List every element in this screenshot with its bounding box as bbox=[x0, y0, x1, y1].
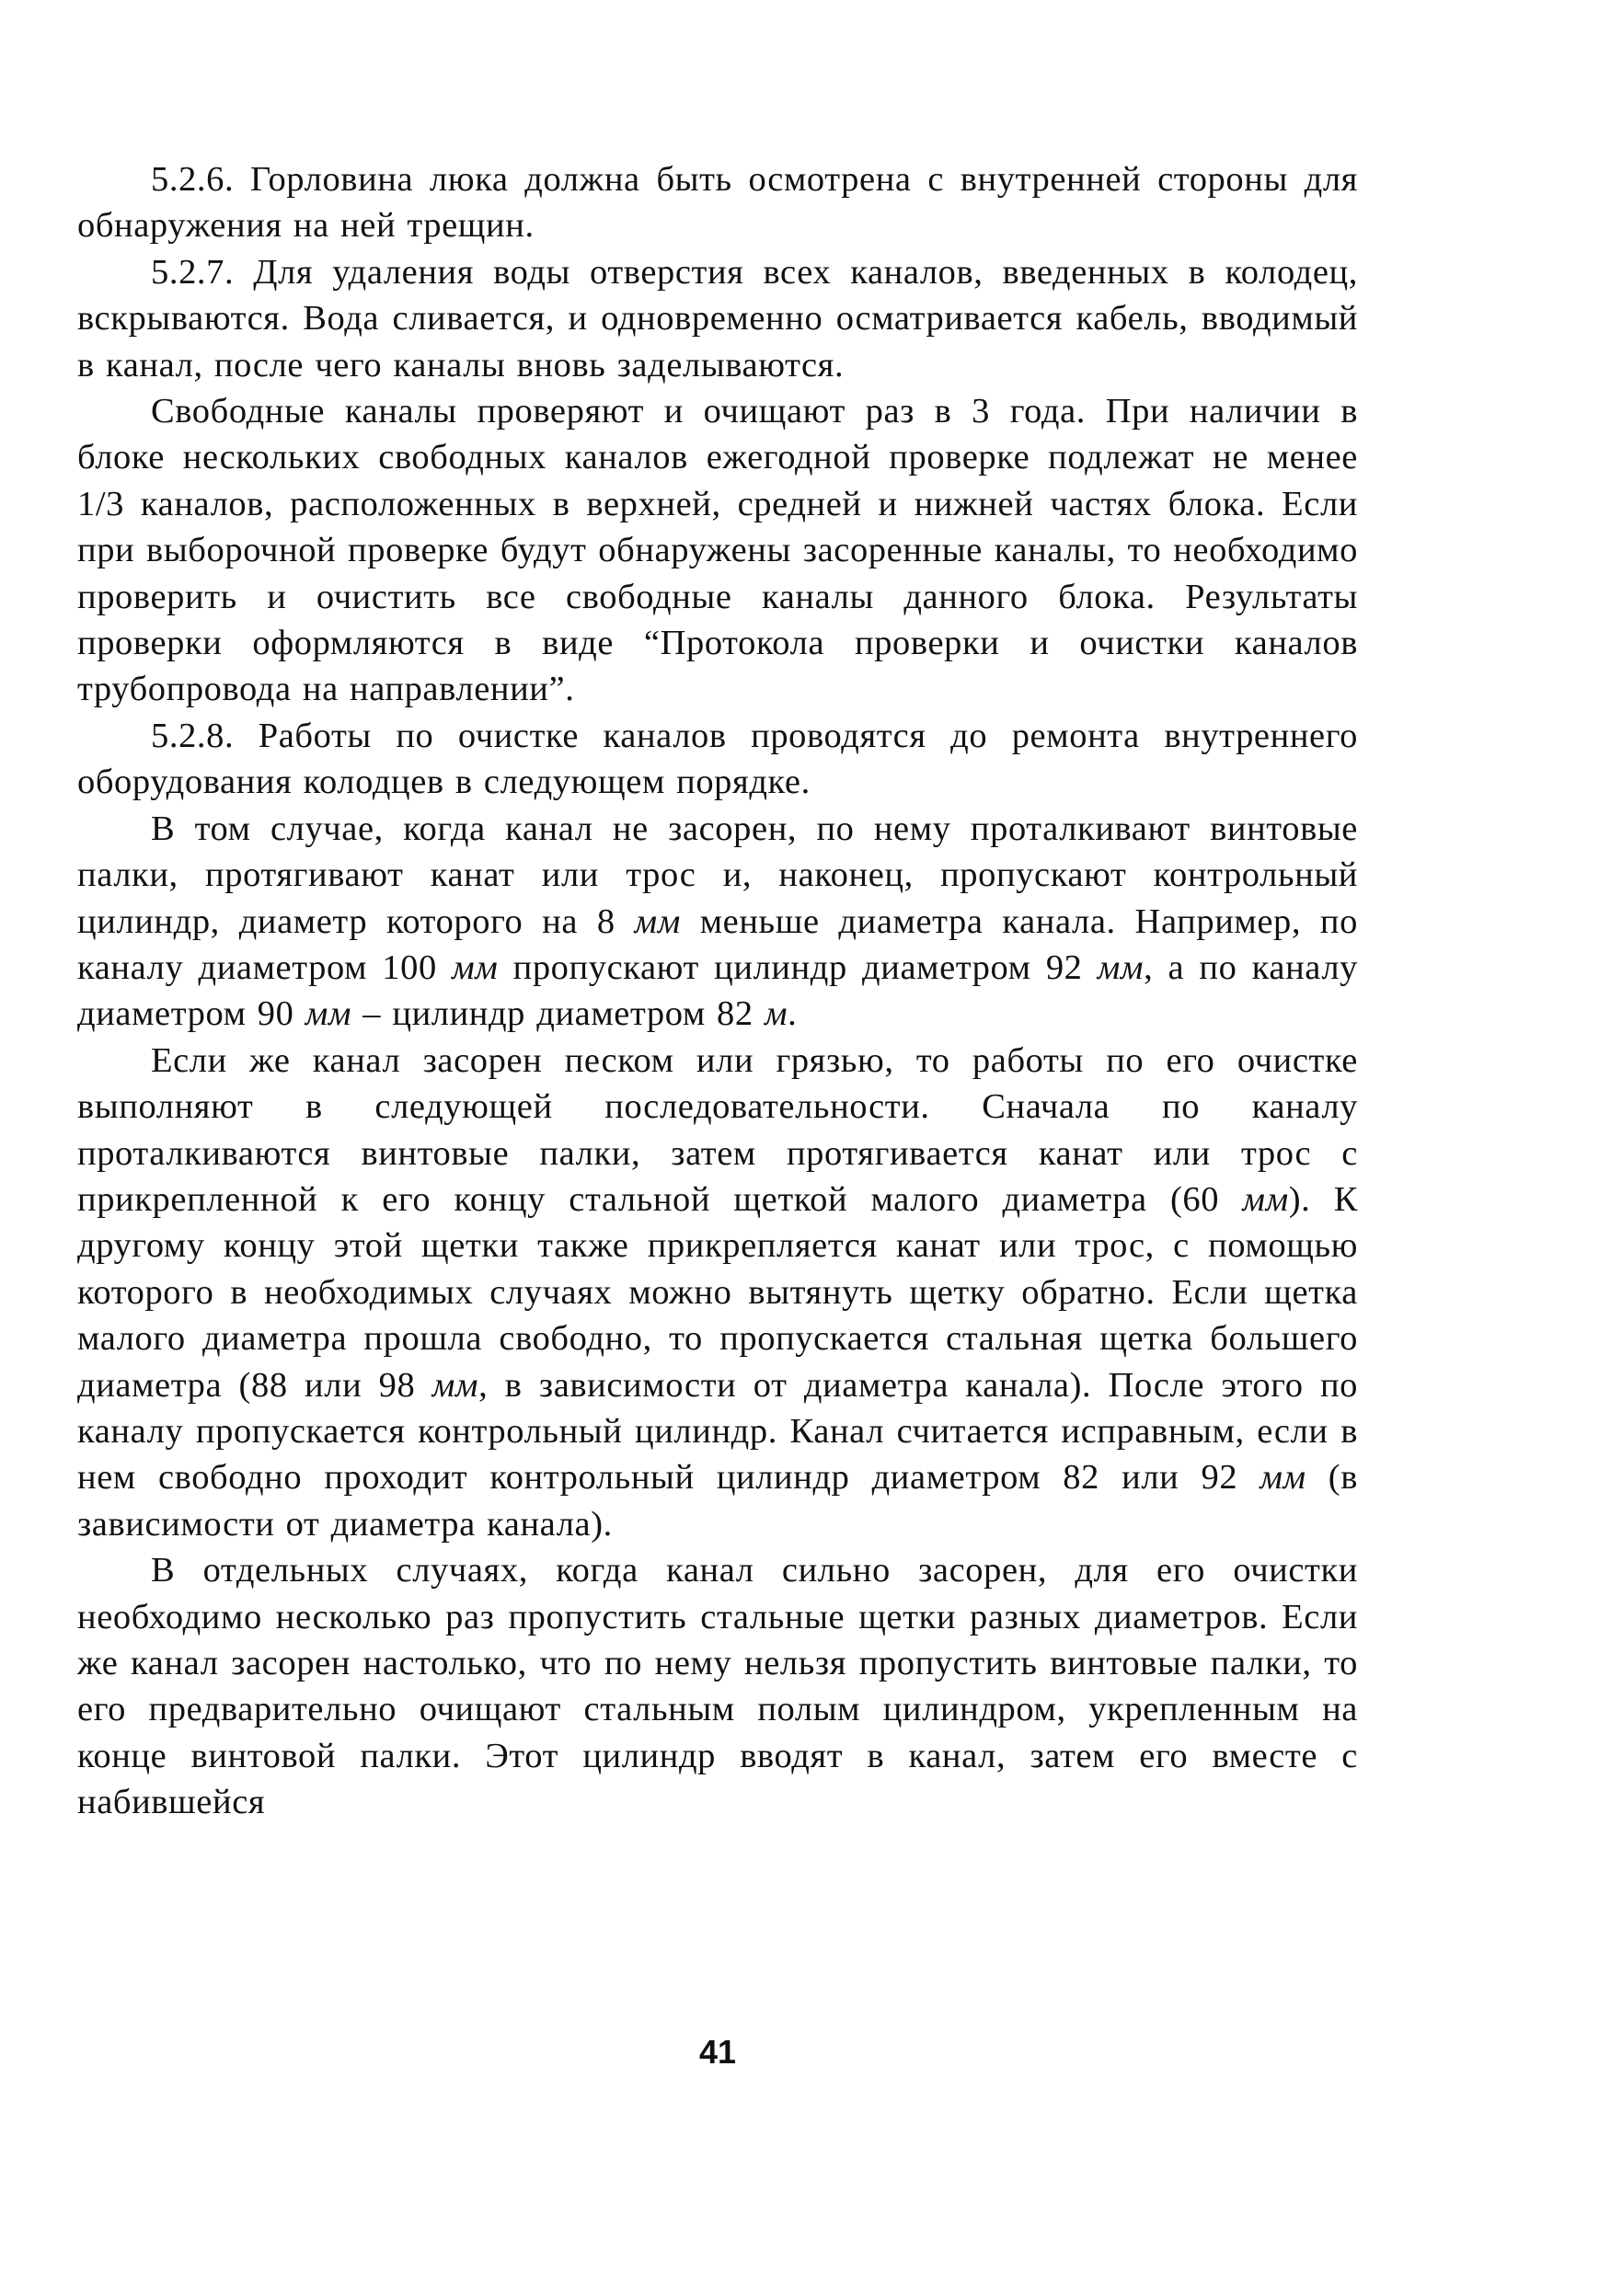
text-run: . bbox=[788, 994, 798, 1034]
page-number: 41 bbox=[698, 2033, 737, 2071]
text-run: (в зависимости от диаметра канала). bbox=[77, 1458, 1358, 1544]
text-run: , в зависимости от диаметра канала). После этого по каналу пропускается контрольный цилиндр. Канал считается исправным, если в нем свободно проходит контрольный цилиндр диаметром 82 или 92 bbox=[77, 1365, 1359, 1498]
text-run: ). К другому концу этой щетки также прикрепляется канат или трос, с помощью которого в необходимых случаях можно вытянуть щетку обратно. Если щетка малого диаметра прошла свободно, то пропускается стальная щетка большего диаметра (88 или 98 bbox=[77, 1179, 1359, 1405]
unit-mm: мм bbox=[1097, 947, 1145, 987]
text-run: пропускают цилиндр диаметром 92 bbox=[498, 947, 1098, 987]
text-run: , а по каналу диаметром 90 bbox=[77, 947, 1358, 1034]
paragraph-free-channels: Свободные каналы проверяют и очищают раз в 3 года. При наличии в блоке нескольких свободных каналов ежегодной проверке подлежат не менее 1/3 каналов, расположенных в верхней, средней и нижней частях блока. Если при выборочной проверке будут обнаружены засоренные каналы, то необходимо проверить и очистить все свободные каналы данного блока. Результаты проверки оформляются в виде “Протокола проверки и очистки каналов трубопровода на направлении”. bbox=[77, 392, 1358, 709]
body-text bbox=[77, 156, 1358, 1826]
paragraph-5-2-8: 5.2.8. Работы по очистке каналов проводятся до ремонта внутреннего оборудования колодцев в следующем порядке. bbox=[77, 716, 1358, 802]
unit-m: м bbox=[764, 994, 788, 1034]
paragraph-heavily-clogged: В отдельных случаях, когда канал сильно засорен, для его очистки необходимо несколько раз пропустить стальные щетки разных диаметров. Если же канал засорен настолько, что по нему нельзя пропустить винтовые палки, то его предварительно очищают стальным полым цилиндром, укрепленным на конце винтовой палки. Этот цилиндр вводят в канал, затем его вместе с набившейся bbox=[77, 1551, 1358, 1822]
text-run: Если же канал засорен песком или грязью, то работы по его очистке выполняют в следующей последовательности. Сначала по каналу проталкиваются винтовые палки, затем протягивается канат или трос с прикрепленной к его концу стальной щеткой малого диаметра (60 bbox=[77, 1040, 1358, 1219]
paragraph-not-clogged bbox=[77, 806, 1358, 1038]
unit-mm: мм bbox=[1242, 1179, 1289, 1219]
unit-mm: мм bbox=[634, 901, 681, 941]
paragraph-5-2-7: 5.2.7. Для удаления воды отверстия всех каналов, введенных в колодец, вскрываются. Вода сливается, и одновременно осматривается кабель, вводимый в канал, после чего каналы вновь заделываются. bbox=[77, 252, 1358, 385]
document-page bbox=[77, 156, 1358, 1826]
text-run: меньше диаметра канала. Например, по каналу диаметром 100 bbox=[77, 901, 1358, 987]
paragraph-5-2-6: 5.2.6. Горловина люка должна быть осмотрена с внутренней стороны для обнаружения на ней трещин. bbox=[77, 160, 1358, 246]
text-run: В том случае, когда канал не засорен, по нему проталкивают винтовые палки, протягивают канат или трос и, наконец, пропускают контрольный цилиндр, диаметр которого на 8 bbox=[77, 809, 1358, 941]
paragraph-clogged-sand bbox=[77, 1038, 1358, 1547]
unit-mm: мм bbox=[1260, 1458, 1306, 1498]
unit-mm: мм bbox=[431, 1365, 479, 1405]
text-run: – цилиндр диаметром 82 bbox=[351, 994, 765, 1034]
unit-mm: мм bbox=[452, 947, 499, 987]
unit-mm: мм bbox=[305, 994, 352, 1034]
